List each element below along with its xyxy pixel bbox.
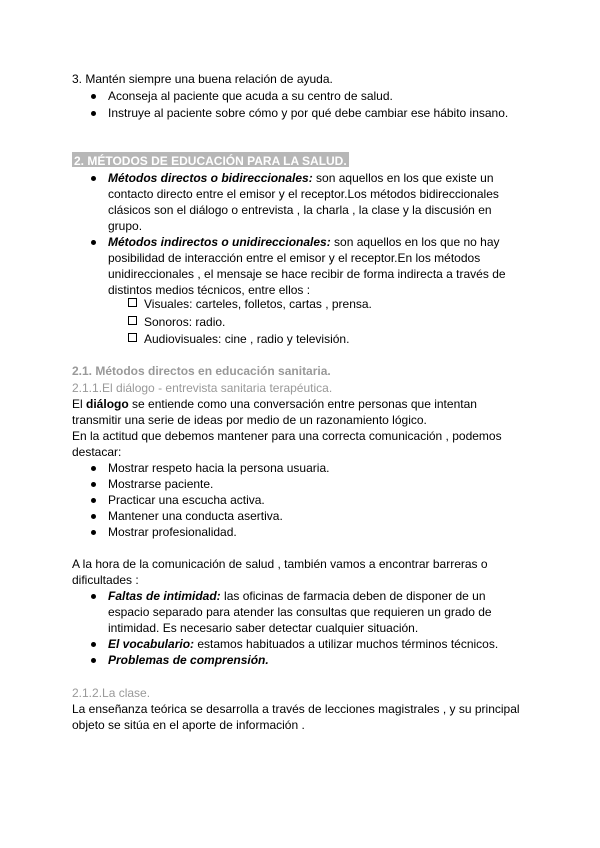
- list-item: Practicar una escucha activa.: [108, 493, 265, 507]
- paragraph-line: transmitir una serie de ideas por medio de un razonamiento lógico.: [72, 413, 427, 427]
- term-dialog: diálogo: [86, 397, 129, 411]
- list-item: Instruye al paciente sobre cómo y por qué debe cambiar ese hábito insano.: [108, 106, 509, 120]
- bullet-icon: [91, 482, 96, 487]
- list-item: Audiovisuales: cine , radio y televisión.: [144, 332, 350, 346]
- sub-subsection-heading: 2.1.1.El diálogo - entrevista sanitaria terapéutica.: [72, 381, 333, 395]
- list-item: Métodos directos o bidireccionales: son aquellos en los que existe un: [108, 171, 494, 185]
- paragraph-line: dificultades :: [72, 573, 139, 587]
- bullet-icon: [91, 466, 96, 471]
- bullet-icon: [91, 514, 96, 519]
- list-item: Faltas de intimidad: las oficinas de farmacia deben de disponer de un: [108, 589, 486, 603]
- list-item: Mostrar profesionalidad.: [108, 525, 237, 539]
- list-item: Mostrar respeto hacia la persona usuaria.: [108, 461, 330, 475]
- checkbox-icon: [128, 298, 137, 307]
- text-line: distintos medios técnicos, entre ellos :: [108, 283, 311, 297]
- paragraph-line: destacar:: [72, 445, 122, 459]
- paragraph-line: La enseñanza teórica se desarrolla a través de lecciones magistrales , y su principal: [72, 702, 520, 716]
- text-line: posibilidad de interacción entre el emisor y el receptor.En los métodos: [108, 251, 481, 265]
- list-item: Problemas de comprensión.: [108, 653, 269, 667]
- bullet-icon: [91, 94, 96, 99]
- bullet-icon: [91, 642, 96, 647]
- bullet-icon: [91, 658, 96, 663]
- bullet-icon: [91, 498, 96, 503]
- paragraph-line: objeto se sitúa en el aporte de información .: [72, 718, 305, 732]
- bullet-icon: [91, 594, 96, 599]
- term-direct: Métodos directos o bidireccionales:: [108, 171, 313, 185]
- text-line: espacio separado para atender las consultas que requieren un grado de: [108, 605, 492, 619]
- text-line: intimidad. Es necesario saber detectar cualquier situación.: [108, 621, 419, 635]
- subsection-heading: 2.1. Métodos directos en educación sanitaria.: [72, 364, 331, 378]
- term-vocabulary: El vocabulario:: [108, 637, 195, 651]
- list-item: Aconseja al paciente que acuda a su centro de salud.: [108, 89, 393, 103]
- bullet-icon: [91, 530, 96, 535]
- term-intimacy: Faltas de intimidad:: [108, 589, 221, 603]
- text-line: unidireccionales , el mensaje se hace recibir de forma indirecta a través de: [108, 267, 506, 281]
- paragraph-line: A la hora de la comunicación de salud , también vamos a encontrar barreras o: [72, 557, 488, 571]
- section-heading: 2. MÉTODOS DE EDUCACIÓN PARA LA SALUD.: [74, 154, 347, 168]
- paragraph-line: El diálogo se entiende como una conversación entre personas que intentan: [72, 397, 477, 411]
- list-item-3: 3. Mantén siempre una buena relación de ayuda.: [72, 72, 333, 86]
- checkbox-icon: [128, 316, 137, 325]
- list-item: Métodos indirectos o unidireccionales: son aquellos en los que no hay: [108, 235, 500, 249]
- sub-subsection-heading: 2.1.2.La clase.: [72, 686, 151, 700]
- bullet-icon: [91, 176, 96, 181]
- paragraph-line: En la actitud que debemos mantener para una correcta comunicación , podemos: [72, 429, 502, 443]
- checkbox-icon: [128, 333, 137, 342]
- bullet-icon: [91, 111, 96, 116]
- text-line: contacto directo entre el emisor y el receptor.Los métodos bidireccionales: [108, 187, 499, 201]
- section-heading-highlight: [72, 152, 349, 167]
- list-item: Mantener una conducta asertiva.: [108, 509, 283, 523]
- list-item: El vocabulario: estamos habituados a utilizar muchos términos técnicos.: [108, 637, 499, 651]
- list-item: Mostrarse paciente.: [108, 477, 214, 491]
- list-item: Sonoros: radio.: [144, 315, 226, 329]
- list-item: Visuales: carteles, folletos, cartas , prensa.: [144, 297, 372, 311]
- bullet-icon: [91, 240, 96, 245]
- term-indirect: Métodos indirectos o unidireccionales:: [108, 235, 331, 249]
- text-line: grupo.: [108, 219, 143, 233]
- text-line: clásicos son el diálogo o entrevista , la charla , la clase y la discusión en: [108, 203, 492, 217]
